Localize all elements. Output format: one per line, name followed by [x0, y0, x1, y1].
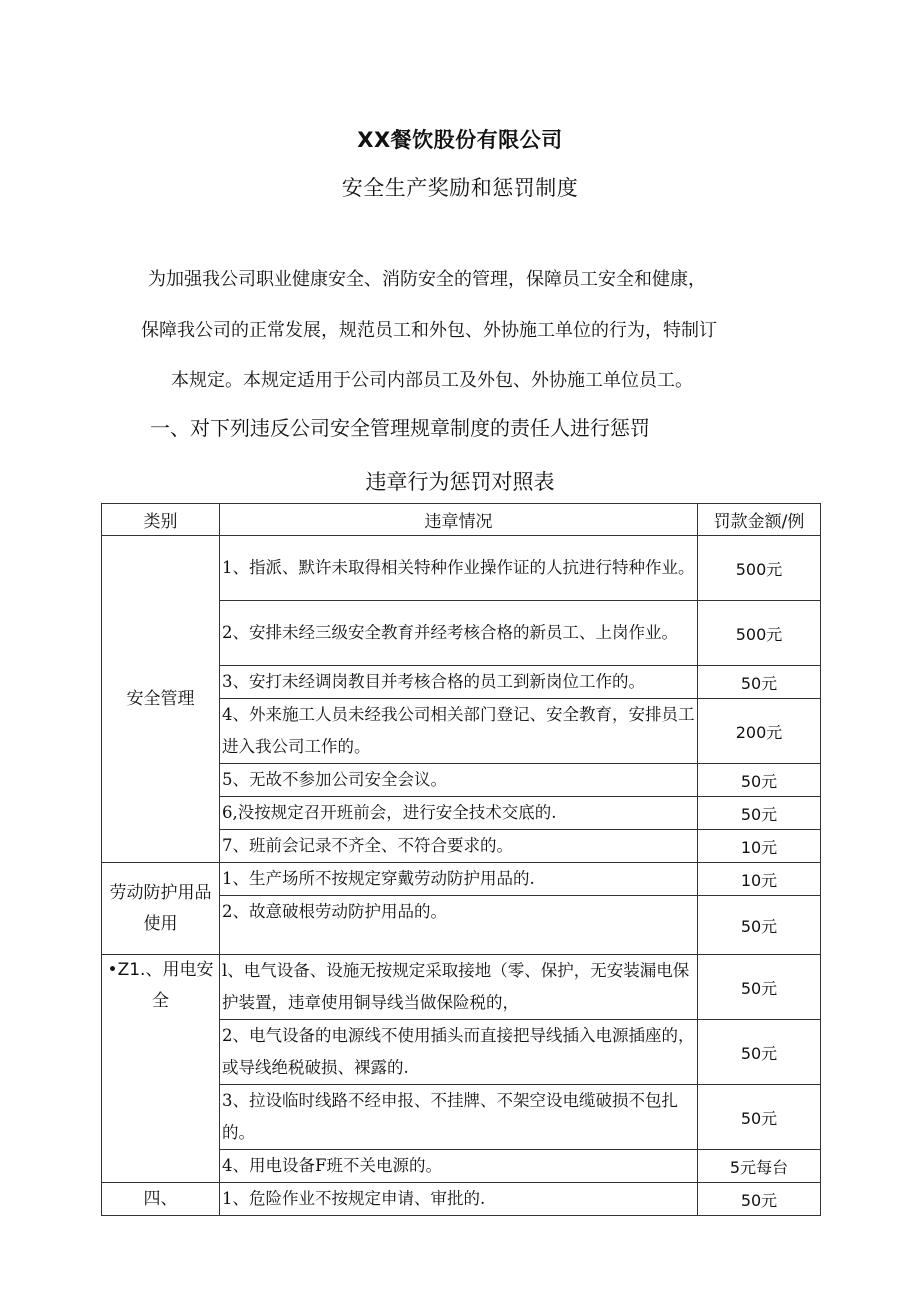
fine-amount: 50元	[698, 896, 821, 955]
violation-desc: 3、拉设临时线路不经申报、不挂牌、不架空设电缆破损不包扎的。	[220, 1085, 698, 1150]
rule-title: 安全生产奖励和惩罚制度	[341, 176, 579, 200]
violation-desc: 1、生产场所不按规定穿戴劳动防护用品的.	[220, 863, 698, 896]
violation-desc: 2、电气设备的电源线不使用插头而直接把导线插入电源插座的，或导线绝税破损、裸露的.	[220, 1020, 698, 1085]
table-row	[102, 536, 821, 601]
violation-desc: 1、危险作业不按规定申请、审批的.	[220, 1183, 698, 1216]
section-heading: 一、对下列违反公司安全管理规章制度的责任人进行惩罚	[150, 416, 650, 440]
table-header-row	[102, 504, 821, 536]
fine-amount: 50元	[698, 955, 821, 1020]
violation-desc: 2、安排未经三级安全教育并经考核合格的新员工、上岗作业。	[220, 601, 698, 666]
fine-amount: 50元	[698, 797, 821, 830]
table-row	[102, 1183, 821, 1216]
category-four: 四、	[102, 1183, 220, 1216]
violation-desc: 1、指派、默许未取得相关特种作业操作证的人抗进行特种作业。	[220, 536, 698, 601]
penalty-table	[101, 503, 821, 1216]
fine-amount: 10元	[698, 830, 821, 863]
violation-desc: l、电气设备、设施无按规定采取接地（零、保护，无安装漏电保护装置，违章使用铜导线当做保险税的，	[220, 955, 698, 1020]
header-category: 类别	[102, 504, 220, 536]
violation-desc: 6,没按规定召开班前会，进行安全技术交底的.	[220, 797, 698, 830]
fine-amount: 50元	[698, 666, 821, 699]
violation-desc: 4、外来施工人员未经我公司相关部门登记、安全教育，安排员工进入我公司工作的。	[220, 699, 698, 764]
fine-amount: 500元	[698, 536, 821, 601]
header-violation: 违章情况	[220, 504, 698, 536]
violation-desc: 4、用电设备F班不关电源的。	[220, 1150, 698, 1183]
category-protective-equipment: 劳动防护用品使用	[102, 863, 220, 955]
intro-line-1: 为加强我公司职业健康安全、消防安全的管理，保障员工安全和健康，	[148, 269, 706, 290]
fine-amount: 50元	[698, 1183, 821, 1216]
header-fine: 罚款金额/例	[698, 504, 821, 536]
category-safety-management: 安全管理	[102, 536, 220, 863]
fine-amount: 10元	[698, 863, 821, 896]
violation-desc: 2、故意破根劳动防护用品的。	[220, 896, 698, 955]
category-electrical-safety: •Z1.、用电安全	[102, 955, 220, 1183]
fine-amount: 50元	[698, 1085, 821, 1150]
fine-amount: 200元	[698, 699, 821, 764]
fine-amount: 50元	[698, 1020, 821, 1085]
intro-line-3: 本规定。本规定适用于公司内部员工及外包、外协施工单位员工。	[171, 370, 693, 391]
table-row	[102, 863, 821, 896]
violation-desc: 5、无故不参加公司安全会议。	[220, 764, 698, 797]
intro-line-2: 保障我公司的正常发展，规范员工和外包、外协施工单位的行为，特制订	[141, 320, 717, 341]
table-title: 违章行为惩罚对照表	[365, 470, 555, 494]
table-row	[102, 955, 821, 1020]
violation-desc: 7、班前会记录不齐全、不符合要求的。	[220, 830, 698, 863]
fine-amount: 5元每台	[698, 1150, 821, 1183]
violation-desc: 3、安打未经调岗教目并考核合格的员工到新岗位工作的。	[220, 666, 698, 699]
company-title: XX餐饮股份有限公司	[357, 128, 563, 152]
fine-amount: 500元	[698, 601, 821, 666]
fine-amount: 50元	[698, 764, 821, 797]
